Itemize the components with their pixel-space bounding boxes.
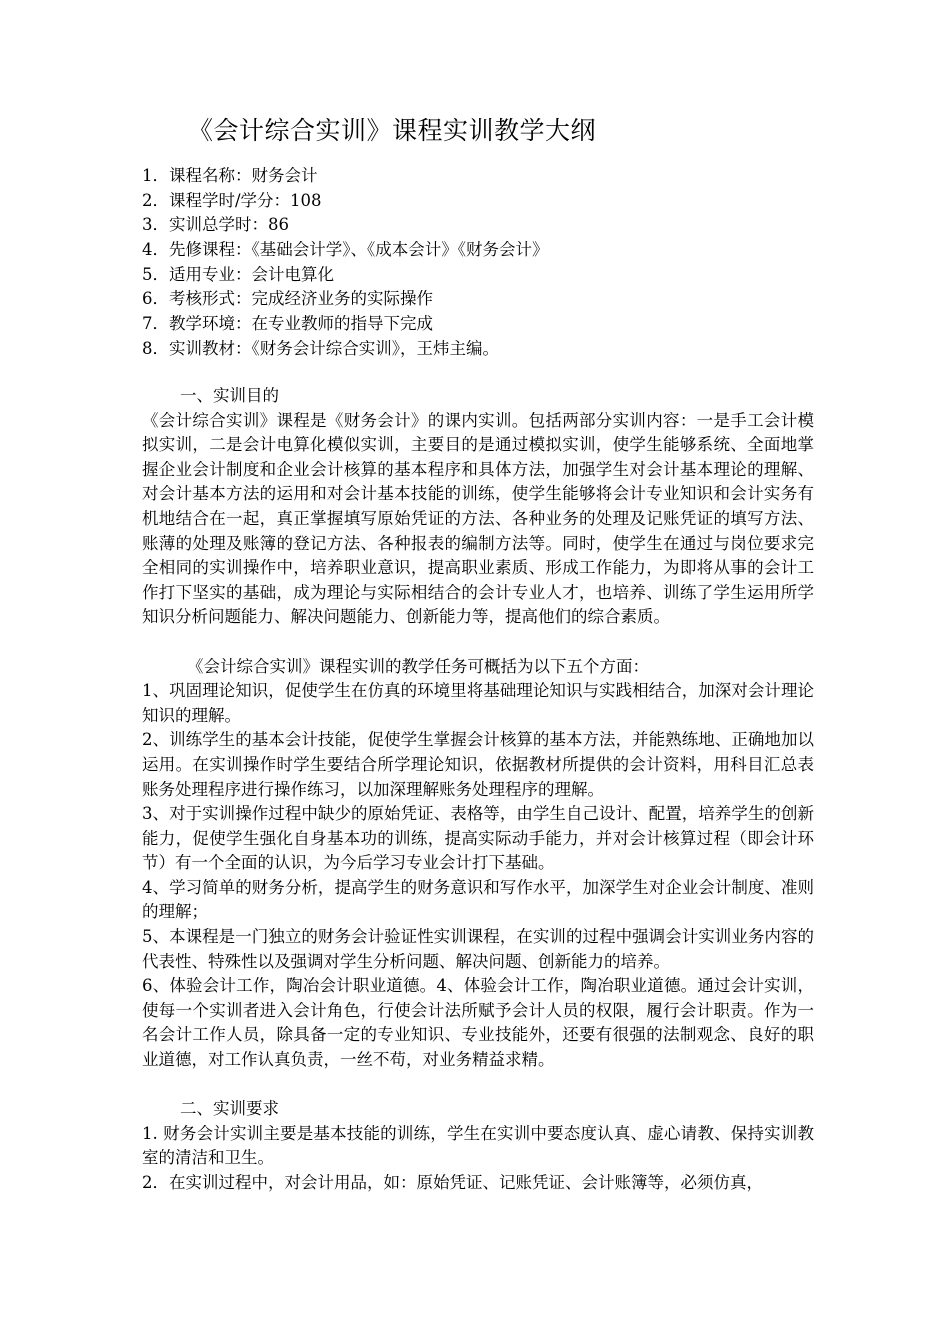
assessment-item: 6．考核形式：完成经济业务的实际操作	[142, 289, 433, 309]
requirement-item: 1. 财务会计实训主要是基本技能的训练，学生在实训中要态度认真、虚心请教、保持实训教室的清洁和卫生。	[142, 1123, 814, 1168]
section-heading: 一、实训目的	[180, 386, 279, 405]
task-item: 5、本课程是一门独立的财务会计验证性实训课程，在实训的过程中强调会计实训业务内容的代表性、特殊性以及强调对学生分析问题、解决问题、创新能力的培养。	[142, 927, 814, 971]
task-item: 4、学习简单的财务分析，提高学生的财务意识和写作水平，加深学生对企业会计制度、准则的理解；	[142, 877, 814, 922]
course-info-list	[142, 164, 822, 362]
tasks-intro: 《会计综合实训》课程实训的教学任务可概括为以下五个方面：	[187, 656, 649, 676]
spacer	[142, 1073, 814, 1098]
course-hours-item: 2．课程学时/学分：108	[142, 190, 322, 210]
requirement-item: 2．在实训过程中，对会计用品，如：原始凭证、记账凭证、会计账簿等，必须仿真，	[142, 1173, 763, 1192]
purpose-paragraph: 《会计综合实训》课程是《财务会计》的课内实训。包括两部分实训内容：一是手工会计模拟实训，二是会计电算化模似实训，主要目的是通过模拟实训，使学生能够系统、全面地掌握企业会计制度和企业会计核算的基本程序和具体方法，加强学生对会计基本理论的理解、对会计基本方法的运用和对会计基本技能的训练，使学生能够将会计专业知识和会计实务有机地结合在一起，真正掌握填写原始凭证的方法、各种业务的处理及记账凭证的填写方法、账薄的处理及账簿的登记方法、各种报表的编制方法等。同时，使学生在通过与岗位要求完全相同的实训操作中，培养职业意识，提高职业素质、形成工作能力，为即将从事的会计工作打下坚实的基础，成为理论与实际相结合的会计专业人才，也培养、训练了学生运用所学知识分析问题能力、解决问题能力、创新能力等，提高他们的综合素质。	[142, 410, 814, 627]
document-title: 《会计综合实训》课程实训教学大纲	[188, 116, 597, 145]
textbook-item: 8．实训教材：《财务会计综合实训》，王炜主编。	[142, 338, 499, 358]
spacer	[142, 630, 814, 655]
section-heading: 二、实训要求	[180, 1099, 279, 1119]
training-hours-item: 3．实训总学时：86	[142, 215, 289, 235]
major-item: 5．适用专业：会计电算化	[142, 264, 334, 284]
prerequisite-item: 4．先修课程：《基础会计学》、《成本会计》《财务会计》	[142, 240, 549, 260]
task-item: 3、对于实训操作过程中缺少的原始凭证、表格等，由学生自己设计、配置，培养学生的创新能力，促使学生强化自身基本功的训练，提高实际动手能力，并对会计核算过程（即会计环节）有一个全面的认识，为今后学习专业会计打下基础。	[142, 804, 814, 873]
task-item: 2、训练学生的基本会计技能，促使学生掌握会计核算的基本方法，并能熟练地、正确地加以运用。在实训操作时学生要结合所学理论知识，依据教材所提供的会计资料，用科目汇总表账务处理程序进行操作练习，以加深理解账务处理程序的理解。	[142, 730, 814, 799]
environment-item: 7．教学环境：在专业教师的指导下完成	[142, 314, 433, 334]
task-item: 1、巩固理论知识，促使学生在仿真的环境里将基础理论知识与实践相结合，加深对会计理论知识的理解。	[142, 681, 814, 725]
course-name-item: 1．课程名称：财务会计	[142, 166, 318, 185]
task-item: 6、体验会计工作，陶冶会计职业道德。4、体验会计工作，陶冶职业道德。通过会计实训，使每一个实训者进入会计角色，行使会计法所赋予会计人员的权限，履行会计职责。作为一名会计工作人员，除具备一定的专业知识、专业技能外，还要有很强的法制观念、良好的职业道德，对工作认真负责，一丝不苟，对业务精益求精。	[142, 976, 814, 1070]
section-training-purpose	[142, 384, 814, 1196]
